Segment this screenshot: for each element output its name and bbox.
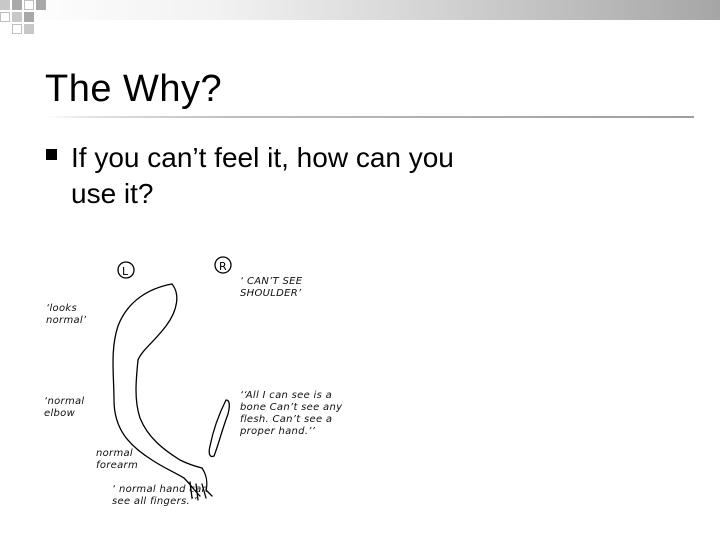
left-marker-letter: L: [122, 265, 129, 278]
annotation-cant-see-shoulder: ‘ CAN’T SEE SHOULDER’: [240, 276, 303, 299]
bullet-text: If you can’t feel it, how can you use it?: [71, 142, 454, 209]
annotation-normal-forearm: normal forearm: [96, 448, 138, 471]
annotation-all-i-can-see: ‘‘All I can see is a bone Can’t see any flesh. Can’t see a proper hand.’’: [240, 390, 343, 437]
title-underline: [44, 116, 694, 118]
right-marker-letter: R: [219, 260, 227, 273]
annotation-looks-normal: ‘looks normal’: [46, 303, 87, 326]
corner-squares-decoration: [0, 0, 60, 40]
annotation-normal-hand: ‘ normal hand can see all fingers.’’: [112, 484, 209, 507]
right-arm-bone: [209, 400, 229, 457]
top-decorative-band: [0, 0, 720, 20]
slide-title: The Why?: [45, 68, 223, 110]
left-shoulder-line: [138, 284, 177, 360]
arm-sketch-drawing: [30, 250, 370, 520]
annotation-normal-elbow: ‘normal elbow: [44, 396, 85, 419]
left-arm-inner-edge: [136, 360, 202, 468]
square-bullet-icon: [46, 149, 57, 160]
